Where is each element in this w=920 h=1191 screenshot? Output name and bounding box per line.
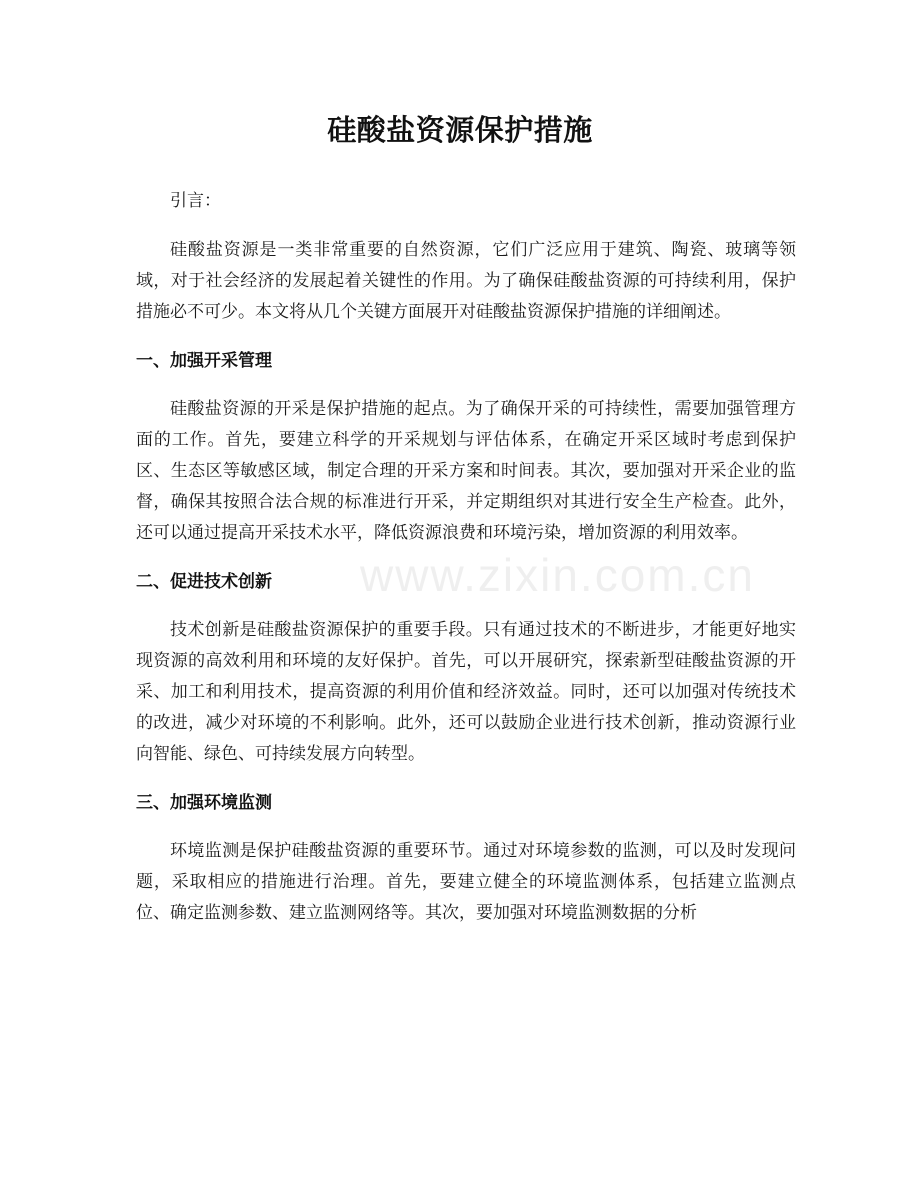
intro-paragraph: 硅酸盐资源是一类非常重要的自然资源，它们广泛应用于建筑、陶瓷、玻璃等领域，对于社会经济的发展起着关键性的作用。为了确保硅酸盐资源的可持续利用，保护措施必不可少。本文将从几个关键方面展开对硅酸盐资源保护措施的详细阐述。 xyxy=(136,240,796,323)
intro-label: 引言： xyxy=(170,191,221,211)
section-paragraph-2: 技术创新是硅酸盐资源保护的重要手段。只有通过技术的不断进步，才能更好地实现资源的高效利用和环境的友好保护。首先，可以开展研究，探索新型硅酸盐资源的开采、加工和利用技术，提高资源的利用价值和经济效益。同时，还可以加强对传统技术的改进，减少对环境的不利影响。此外，还可以鼓励企业进行技术创新，推动资源行业向智能、绿色、可持续发展方向转型。 xyxy=(136,619,796,765)
section-paragraph-1: 硅酸盐资源的开采是保护措施的起点。为了确保开采的可持续性，需要加强管理方面的工作。首先，要建立科学的开采规划与评估体系，在确定开采区域时考虑到保护区、生态区等敏感区域，制定合理的开采方案和时间表。其次，要加强对开采企业的监督，确保其按照合法合规的标准进行开采，并定期组织对其进行安全生产检查。此外，还可以通过提高开采技术水平，降低资源浪费和环境污染，增加资源的利用效率。 xyxy=(136,398,796,544)
section-heading-3: 三、加强环境监测 xyxy=(136,792,272,813)
page-title: 硅酸盐资源保护措施 xyxy=(327,113,593,147)
section-heading-2: 二、促进技术创新 xyxy=(136,571,272,592)
document-body xyxy=(136,186,796,946)
section-heading-1: 一、加强开采管理 xyxy=(136,350,272,371)
watermark: www.zixin.com.cn xyxy=(360,549,755,601)
section-paragraph-3: 环境监测是保护硅酸盐资源的重要环节。通过对环境参数的监测，可以及时发现问题，采取相应的措施进行治理。首先，要建立健全的环境监测体系，包括建立监测点位、确定监测参数、建立监测网络等。其次，要加强对环境监测数据的分析 xyxy=(136,840,796,924)
